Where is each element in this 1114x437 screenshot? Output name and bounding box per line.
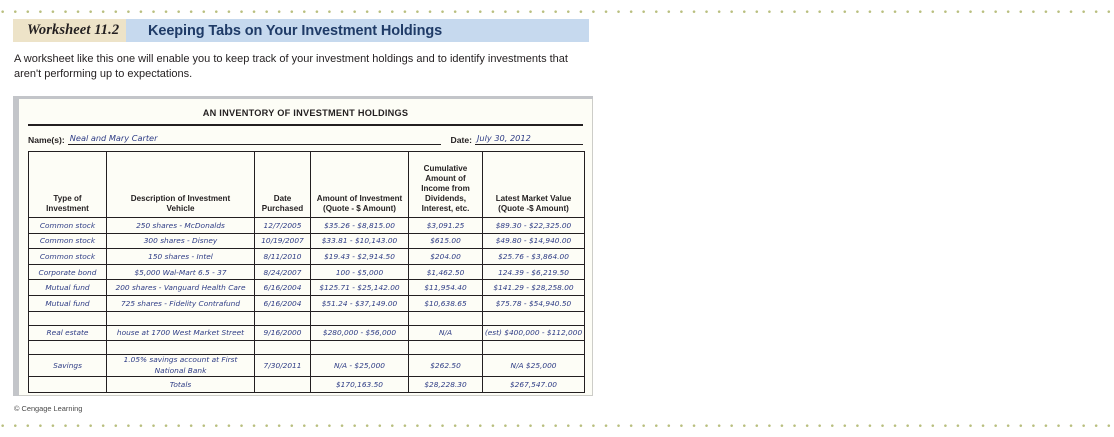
cell-income[interactable]: $615.00 [409,233,483,249]
cell-income[interactable]: $262.50 [409,355,483,377]
decorative-dot-rule-top: • • • • • • • • • • • • • • • • • • • • • • • • • • • • • • • • • • • • • • • • • • • • • • • • • • • • • • • • • • • • • • • • • • • • • • • • • • • • • • • • • • • • • • • • • [0,8,1114,18]
column-header-type-line1: Type of [53,194,82,203]
cell-amount[interactable]: $280,000 - $56,000 [311,325,409,341]
column-header-income-line5: Interest, etc. [421,204,470,213]
date-field[interactable]: July 30, 2012 [475,133,583,145]
cell-description[interactable]: 200 shares - Vanguard Health Care [107,280,255,296]
table-row[interactable] [29,325,585,341]
names-field[interactable]: Neal and Mary Carter [68,133,441,145]
cell-amount[interactable]: $33.81 - $10,143.00 [311,233,409,249]
cell-market-value[interactable]: $49.80 - $14,940.00 [483,233,585,249]
cell-description[interactable]: house at 1700 West Market Street [107,325,255,341]
cell-blank[interactable] [483,341,585,355]
cell-blank[interactable] [29,311,107,325]
cell-income[interactable]: $204.00 [409,249,483,265]
cell-market-value[interactable]: N/A $25,000 [483,355,585,377]
totals-label: Totals [107,377,255,393]
cell-date[interactable]: 8/24/2007 [255,264,311,280]
column-header-income-line3: Income from [421,184,470,193]
column-header-income-line1: Cumulative [423,164,468,173]
cell-market-value[interactable]: (est) $400,000 - $112,000 [483,325,585,341]
cell-income[interactable]: $1,462.50 [409,264,483,280]
cell-amount[interactable]: 100 - $5,000 [311,264,409,280]
cell-date[interactable]: 6/16/2004 [255,295,311,311]
cell-date[interactable]: 8/11/2010 [255,249,311,265]
column-header-type-line2: Investment [46,204,89,213]
cell-type[interactable]: Real estate [29,325,107,341]
worksheet-card [19,99,593,396]
cell-type[interactable]: Common stock [29,218,107,234]
cell-income[interactable]: $3,091.25 [409,218,483,234]
cell-description[interactable]: 150 shares - Intel [107,249,255,265]
cell-date[interactable]: 9/16/2000 [255,325,311,341]
investment-holdings-table [28,151,585,393]
cell-blank[interactable] [311,341,409,355]
cell-description[interactable]: 300 shares - Disney [107,233,255,249]
totals-income[interactable]: $28,228.30 [409,377,483,393]
cell-market-value[interactable]: $89.30 - $22,325.00 [483,218,585,234]
worksheet-number: Worksheet 11.2 [13,19,126,42]
cell-blank[interactable] [409,341,483,355]
column-header-latest-market-value [483,152,585,218]
names-label: Name(s): [28,135,65,145]
cell-type[interactable]: Mutual fund [29,295,107,311]
column-header-type [29,152,107,218]
table-row[interactable] [29,264,585,280]
cell-income[interactable]: $10,638.65 [409,295,483,311]
cell-type[interactable]: Common stock [29,233,107,249]
cell-blank[interactable] [255,377,311,393]
cell-blank[interactable] [29,377,107,393]
table-row[interactable] [29,355,585,377]
copyright-credit: © Cengage Learning [14,404,83,413]
cell-amount[interactable]: $19.43 - $2,914.50 [311,249,409,265]
table-row[interactable] [29,280,585,296]
column-header-description-line2: Vehicle [166,204,195,213]
cell-amount[interactable]: $51.24 - $37,149.00 [311,295,409,311]
inventory-heading: AN INVENTORY OF INVESTMENT HOLDINGS [202,108,409,118]
cell-date[interactable]: 6/16/2004 [255,280,311,296]
cell-date[interactable]: 7/30/2011 [255,355,311,377]
cell-income[interactable]: $11,954.40 [409,280,483,296]
column-header-date-purchased [255,152,311,218]
cell-blank[interactable] [311,311,409,325]
cell-description-line2: National Bank [154,365,207,375]
cell-blank[interactable] [107,311,255,325]
column-header-market-line2: (Quote -$ Amount) [498,204,569,213]
totals-amount[interactable]: $170,163.50 [311,377,409,393]
name-date-row [28,133,583,145]
cell-type[interactable]: Savings [29,355,107,377]
column-header-market-line1: Latest Market Value [495,194,572,203]
cell-amount[interactable]: N/A - $25,000 [311,355,409,377]
worksheet-banner [13,19,589,42]
table-row-blank[interactable] [29,311,585,325]
cell-type[interactable]: Corporate bond [29,264,107,280]
cell-type[interactable]: Mutual fund [29,280,107,296]
column-header-amount-line2: (Quote - $ Amount) [323,204,396,213]
cell-blank[interactable] [255,341,311,355]
cell-blank[interactable] [483,311,585,325]
table-row-blank[interactable] [29,341,585,355]
column-header-date-line2: Purchased [261,204,304,213]
cell-blank[interactable] [409,311,483,325]
cell-blank[interactable] [107,341,255,355]
cell-market-value[interactable]: $75.78 - $54,940.50 [483,295,585,311]
cell-description[interactable]: 725 shares - Fidelity Contrafund [107,295,255,311]
column-header-cumulative-income [409,152,483,218]
table-row-totals[interactable] [29,377,585,393]
decorative-dot-rule-bottom: • • • • • • • • • • • • • • • • • • • • • • • • • • • • • • • • • • • • • • • • • • • • • • • • • • • • • • • • • • • • • • • • • • • • • • • • • • • • • • • • • • • • • • • • • [0,422,1114,432]
heading-divider [28,124,583,126]
table-row[interactable] [29,295,585,311]
cell-amount[interactable]: $125.71 - $25,142.00 [311,280,409,296]
cell-market-value[interactable]: $25.76 - $3,864.00 [483,249,585,265]
intro-paragraph: A worksheet like this one will enable you to keep track of your investment holdings and to identify investments that aren't performing up to expectations. [14,53,568,80]
column-header-amount-of-investment [311,152,409,218]
totals-market-value[interactable]: $267,547.00 [483,377,585,393]
cell-type[interactable]: Common stock [29,249,107,265]
cell-market-value[interactable]: 124.39 - $6,219.50 [483,264,585,280]
page-title: Keeping Tabs on Your Investment Holdings [126,19,589,42]
cell-description[interactable] [107,355,255,377]
column-header-date-line1: Date [273,194,292,203]
cell-blank[interactable] [29,341,107,355]
date-label: Date: [450,135,472,145]
column-header-income-line4: Dividends, [425,194,466,203]
column-header-description [107,152,255,218]
cell-income[interactable]: N/A [409,325,483,341]
table-row[interactable] [29,218,585,234]
cell-blank[interactable] [255,311,311,325]
column-header-amount-line1: Amount of Investment [316,194,403,203]
cell-amount[interactable]: $35.26 - $8,815.00 [311,218,409,234]
column-header-income-line2: Amount of [425,174,466,183]
cell-market-value[interactable]: $141.29 - $28,258.00 [483,280,585,296]
table-row[interactable] [29,249,585,265]
column-header-description-line1: Description of Investment [130,194,231,203]
cell-description-line1: 1.05% savings account at First [123,355,238,365]
table-row[interactable] [29,233,585,249]
cell-date[interactable]: 10/19/2007 [255,233,311,249]
cell-date[interactable]: 12/7/2005 [255,218,311,234]
cell-description[interactable]: 250 shares - McDonalds [107,218,255,234]
cell-description[interactable]: $5,000 Wal-Mart 6.5 - 37 [107,264,255,280]
table-header-row [29,152,585,218]
